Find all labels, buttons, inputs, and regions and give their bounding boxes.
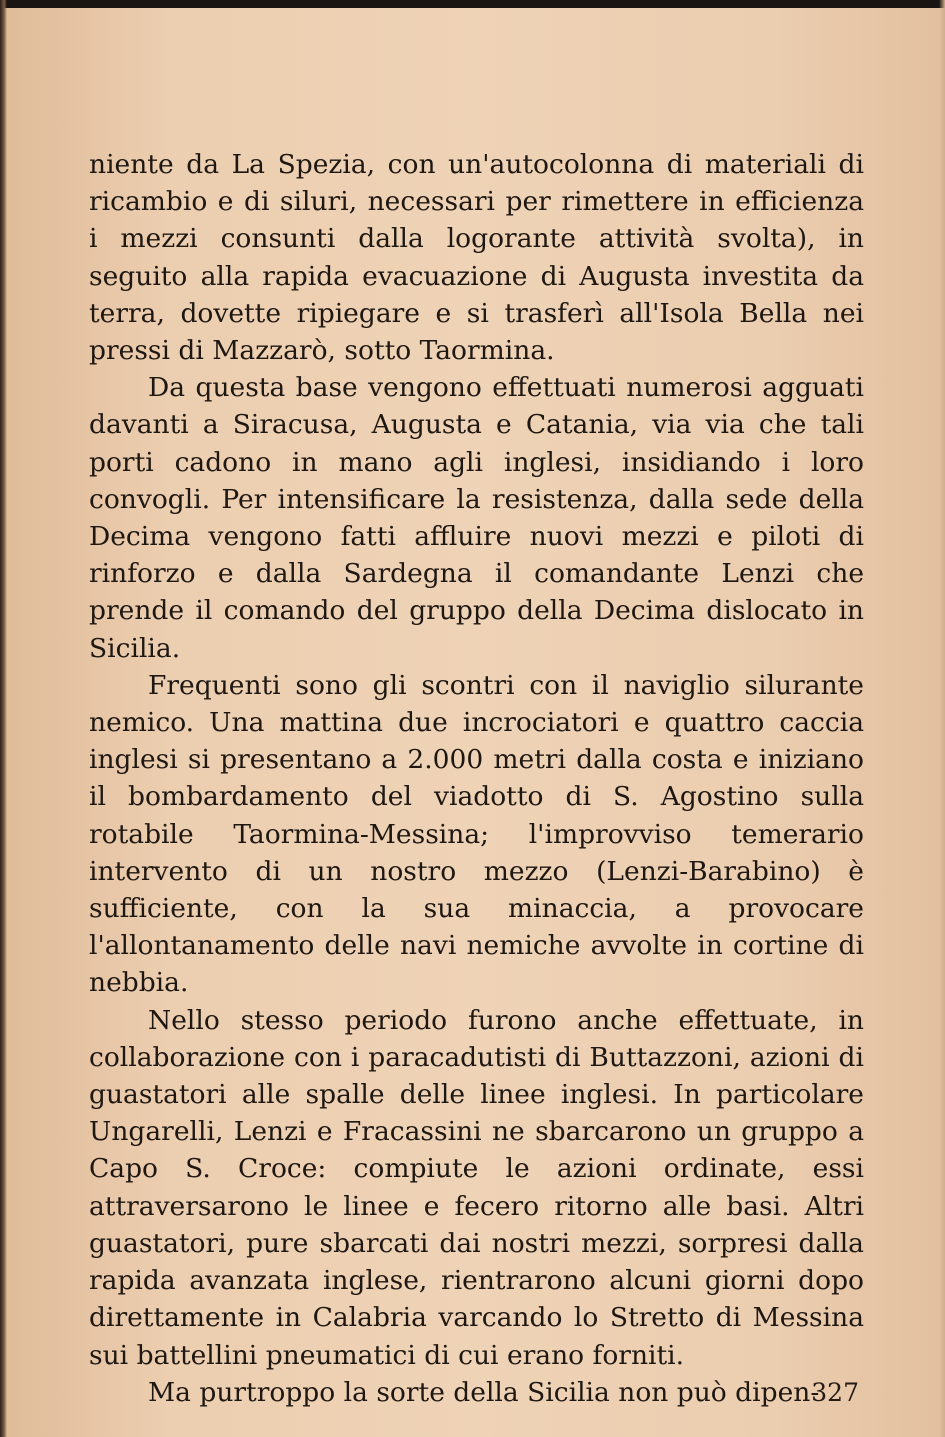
page-right-edge — [939, 0, 945, 1437]
paragraph: Da questa base vengono effettuati numerosi agguati davanti a Siracusa, Augusta e Catania, via via che tali porti cadono in mano agli inglesi, insidiando i loro convogli. Per intensificare la resistenza, dalla sede della Decima vengono fatti affluire nuovi mezzi e piloti di rinforzo e dalla Sardegna il comandante Lenzi che prende il comando del gruppo della Decima dislocato in Sicilia. — [89, 372, 864, 664]
paragraph: Frequenti sono gli scontri con il naviglio silurante nemico. Una mattina due incrociatori e quattro caccia inglesi si presentano a 2.000 metri dalla costa e iniziano il bombardamento del viadotto di S. Agostino sulla rotabile Taormina-Messina; l'improvviso temerario intervento di un nostro mezzo (Lenzi-Barabino) è sufficiente, con la sua minaccia, a provocare l'allontanamento delle navi nemiche avvolte in cortine di nebbia. — [89, 669, 864, 999]
paragraph: Nello stesso periodo furono anche effettuate, in collaborazione con i paracadutisti di Buttazzoni, azioni di guastatori alle spalle delle linee inglesi. In particolare Ungarelli, Lenzi e Fracassini ne sbarcarono un gruppo a Capo S. Croce: compiute le azioni ordinate, essi attraversarono le linee e fecero ritorno alle basi. Altri guastatori, pure sbarcati dai nostri mezzi, sorpresi dalla rapida avanzata inglese, rientrarono alcuni giorni dopo direttamente in Calabria varcando lo Stretto di Messina sui battellini pneumatici di cui erano forniti. — [89, 1004, 864, 1371]
paragraph: Ma purtroppo la sorte della Sicilia non può dipen- — [148, 1376, 820, 1408]
page-top-edge — [0, 0, 945, 8]
body-text — [89, 146, 864, 1411]
page-number: 327 — [811, 1378, 859, 1407]
page-left-edge — [0, 0, 7, 1437]
paragraph: niente da La Spezia, con un'autocolonna di materiali di ricambio e di siluri, necessari per rimettere in efficienza i mezzi consunti dalla logorante attività svolta), in seguito alla rapida evacuazione di Augusta investita da terra, dovette ripiegare e si trasferì all'Isola Bella nei pressi di Mazzarò, sotto Taormina. — [89, 149, 864, 367]
